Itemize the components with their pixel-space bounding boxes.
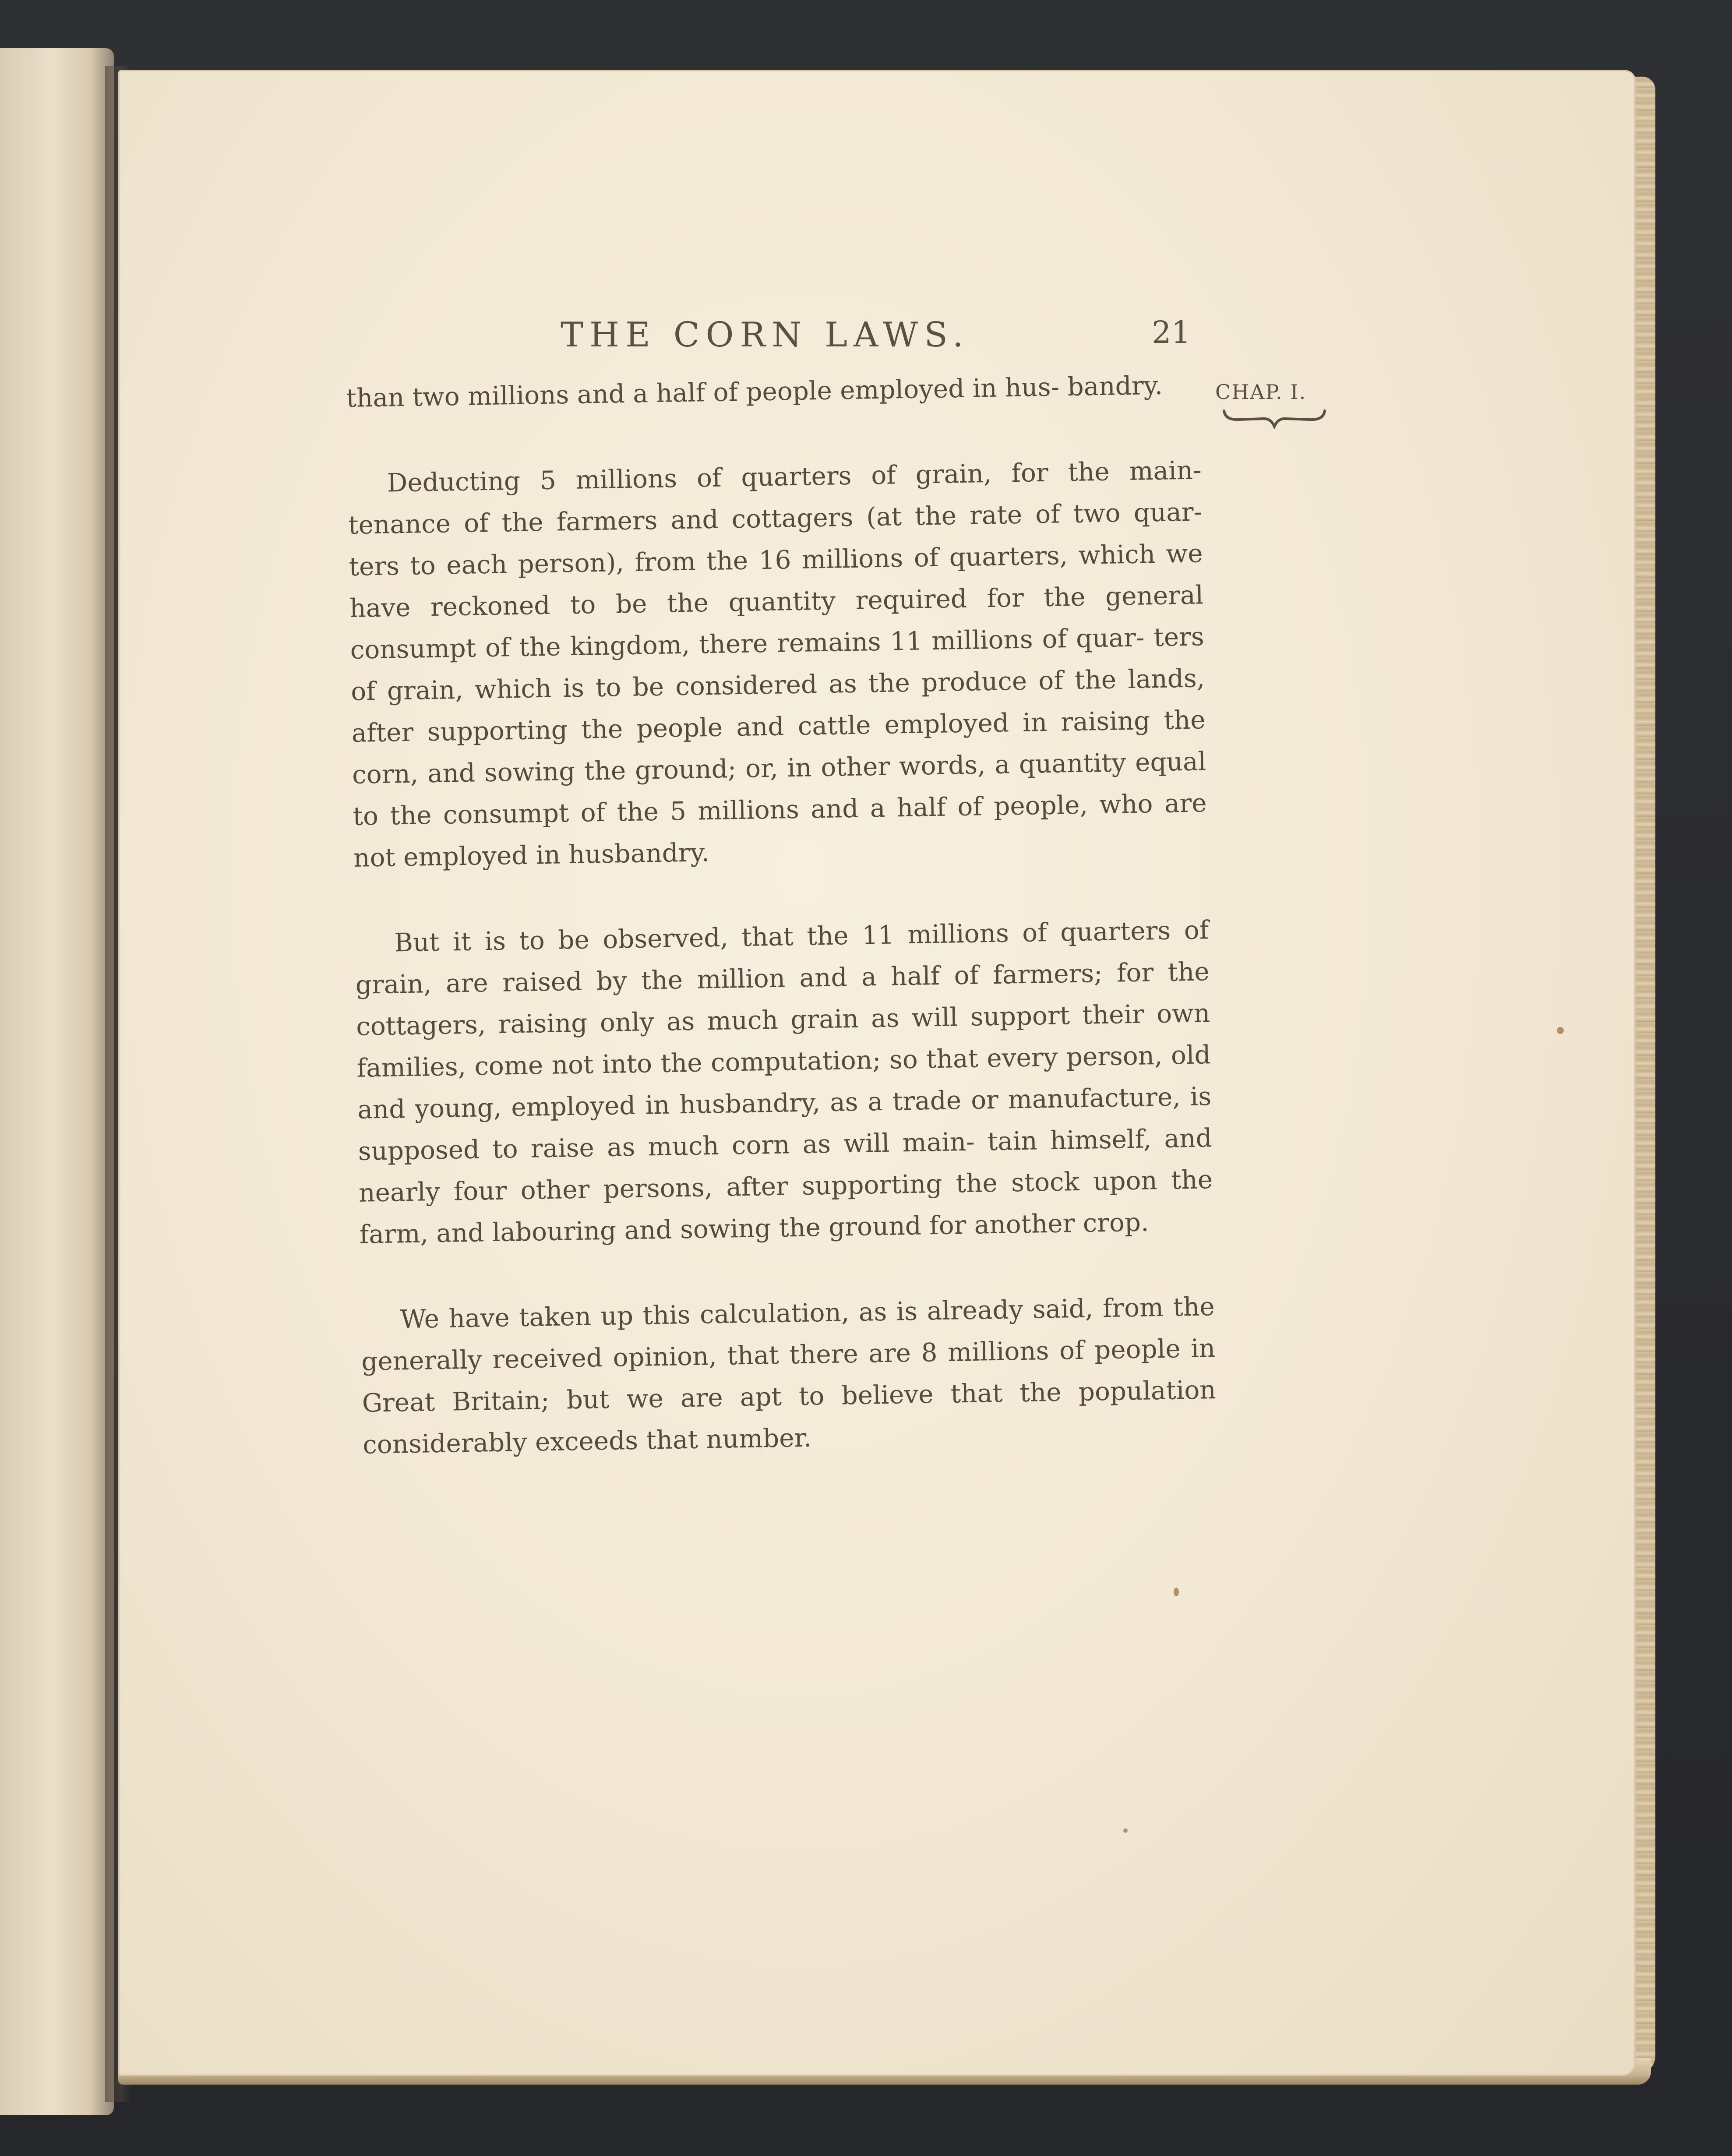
body-text <box>346 364 1217 1509</box>
left-facing-page <box>0 48 114 2115</box>
page-number: 21 <box>1152 314 1191 350</box>
chapter-margin-note: CHAP. I. <box>1215 380 1307 404</box>
paragraph-4: We have taken up this calculation, as is already said, from the generally received opinion, that there are 8 millions of people in Great Britain; but we are apt to believe that the population considerably exceeds that number. <box>361 1291 1217 1460</box>
brace-ornament-icon <box>1222 407 1327 429</box>
paragraph-2: Deducting 5 millions of quarters of grain, for the main- tenance of the farmers and cottagers (at the rate of two quar- ters to each person), from the 16 millions of quarters, which we have reckoned to be the quantity required for the general consumpt of the kingdom, there remains 11 millions of quar- ters of grain, which is to be considered as the produce of the lands, after supporting the people and cattle employed in raising the corn, and sowing the ground; or, in other words, a quantity equal to the consumpt of the 5 millions and a half of people, who are not employed in husbandry. <box>348 455 1207 873</box>
paragraph-1: than two millions and a half of people employed in hus- bandry. <box>346 370 1163 413</box>
paragraph-3: But it is to be observed, that the 11 millions of quarters of grain, are raised by the million and a half of farmers; for the cottagers, raising only as much grain as will support their own families, come not into the computation; so that every person, old and young, employed in husbandry, as a trade or manufacture, is supposed to raise as much corn as will main- tain himself, and nearly four other persons, after supporting the stock upon the farm, and labouring and sowing the ground for another crop. <box>355 915 1213 1249</box>
running-title: THE CORN LAWS. <box>561 315 970 355</box>
